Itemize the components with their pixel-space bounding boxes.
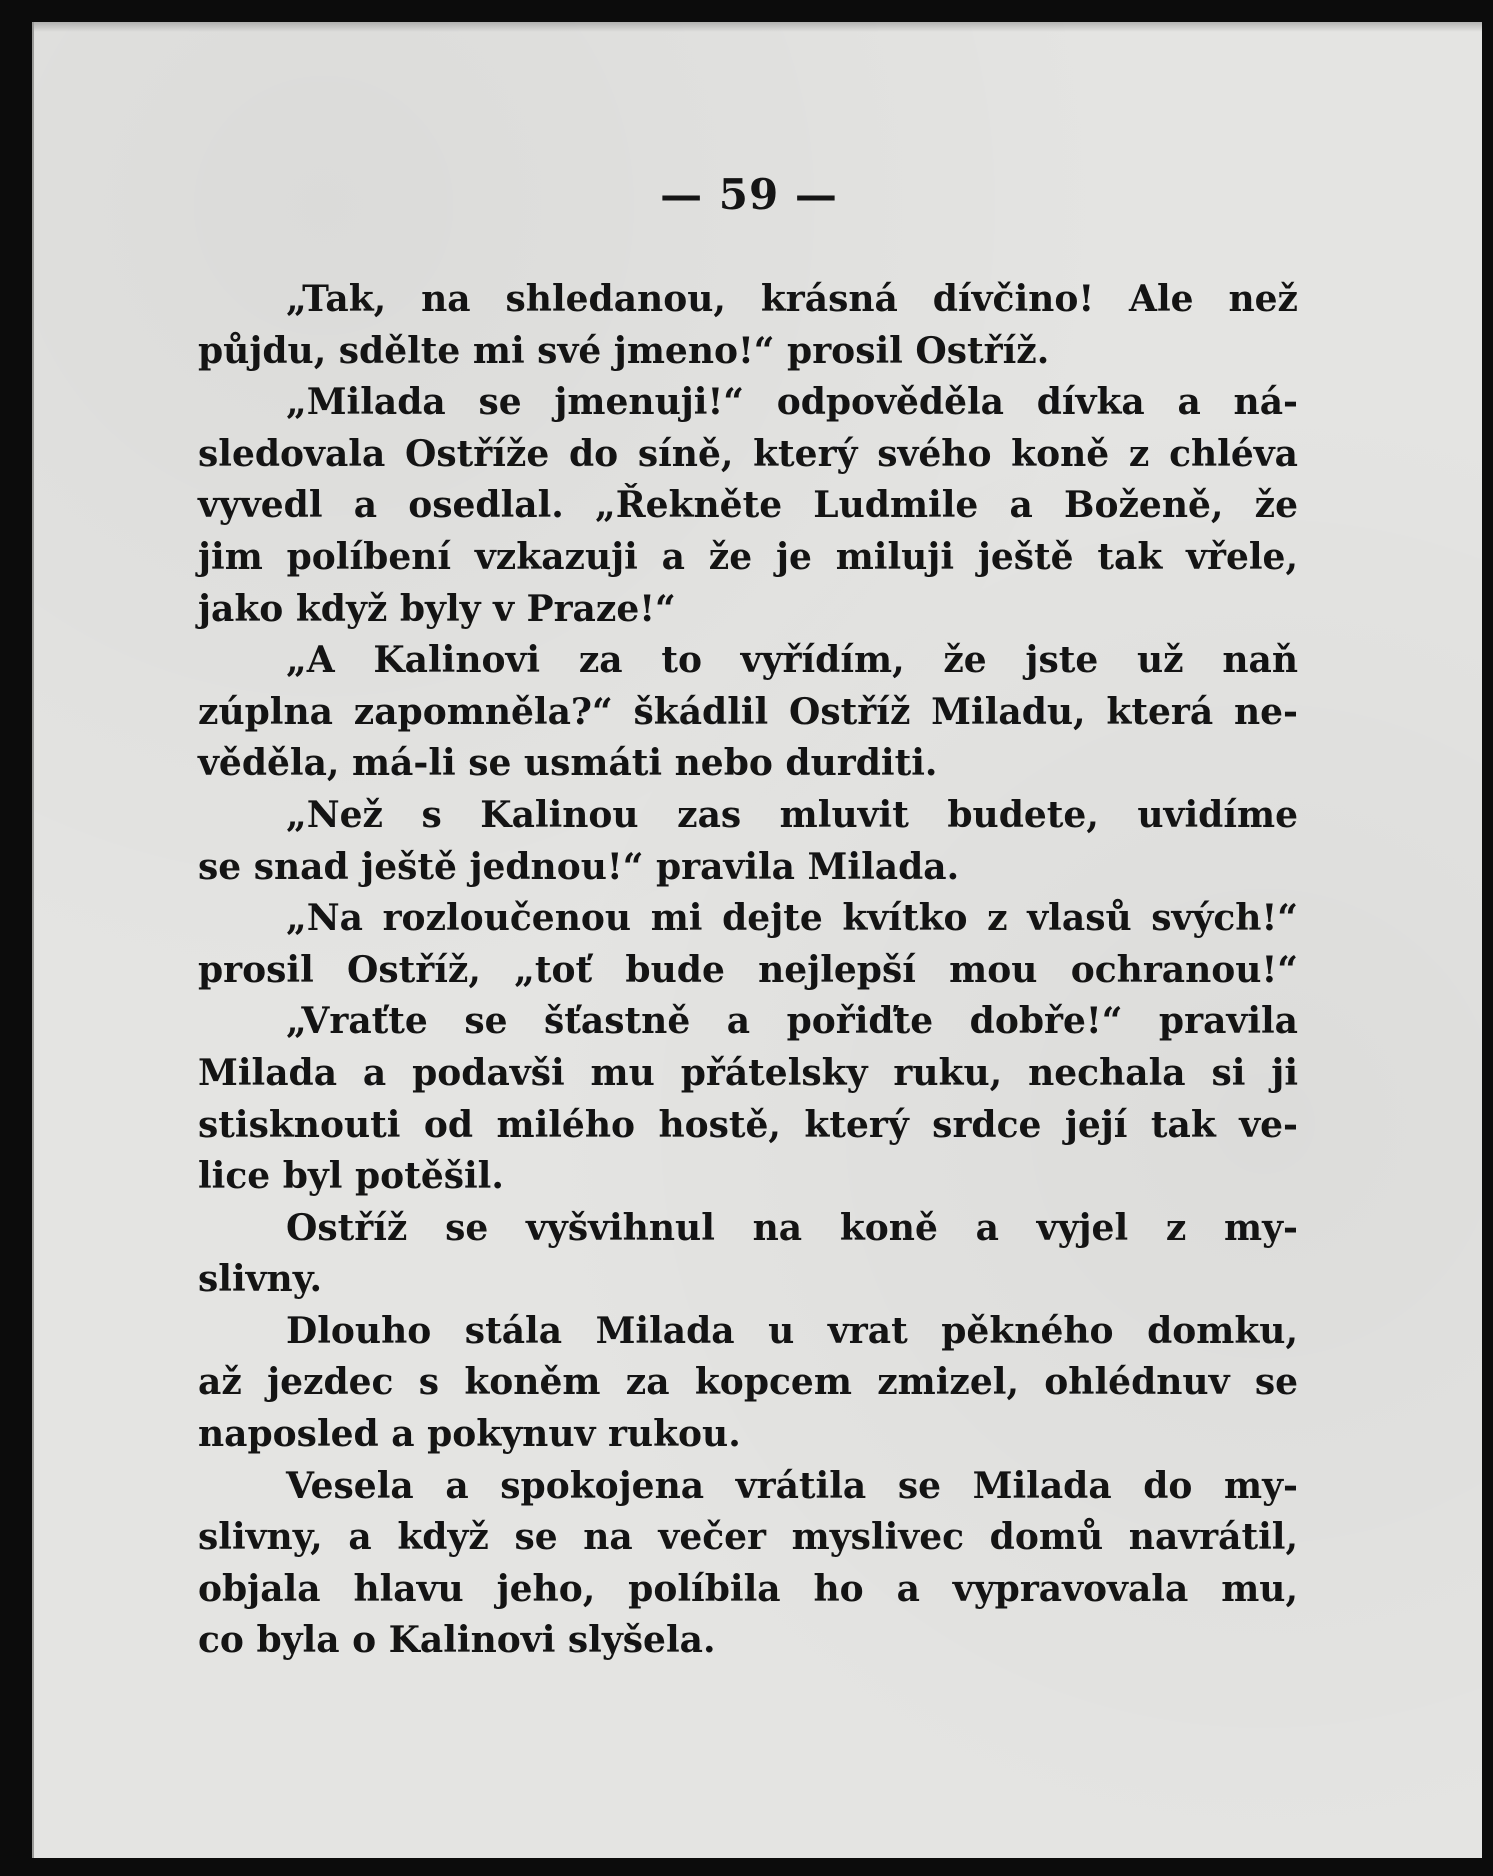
text-line: Milada a podavši mu přátelsky ruku, nechala si ji — [198, 1051, 1298, 1094]
text-line: objala hlavu jeho, políbila ho a vypravovala mu, — [198, 1567, 1298, 1610]
text-line: lice byl potěšil. — [198, 1155, 504, 1198]
book-page — [32, 22, 1482, 1858]
text-line: „Milada se jmenuji!“ odpověděla dívka a ná- — [286, 381, 1298, 424]
text-line: „Než s Kalinou zas mluvit budete, uvidíme — [286, 793, 1298, 836]
text-line: věděla, má-li se usmáti nebo durditi. — [198, 742, 938, 785]
page-top-edge — [34, 22, 1482, 32]
page-number: — 59 — — [660, 170, 838, 219]
text-line: prosil Ostříž, „toť bude nejlepší mou ochranou!“ — [198, 948, 1298, 991]
body-text — [198, 274, 1298, 1667]
text-line: sledovala Ostříže do síně, který svého koně z chléva — [198, 432, 1298, 475]
text-line: jim políbení vzkazuji a že je miluji ještě tak vřele, — [198, 535, 1298, 578]
text-line: „Na rozloučenou mi dejte kvítko z vlasů svých!“ — [286, 897, 1298, 940]
text-line: až jezdec s koněm za kopcem zmizel, ohlédnuv se — [198, 1361, 1298, 1404]
text-line: slivny, a když se na večer myslivec domů navrátil, — [198, 1516, 1298, 1559]
text-line: „Tak, na shledanou, krásná dívčino! Ale než — [286, 278, 1298, 320]
text-line: naposled a pokynuv rukou. — [198, 1413, 741, 1456]
text-line: Dlouho stála Milada u vrat pěkného domku, — [286, 1309, 1298, 1352]
text-line: Vesela a spokojena vrátila se Milada do my- — [286, 1464, 1298, 1507]
text-line: vyvedl a osedlal. „Řekněte Ludmile a Boženě, že — [198, 484, 1298, 527]
text-line: „Vraťte se šťastně a pořiďte dobře!“ pravila — [286, 1000, 1298, 1043]
text-line: jako když byly v Praze!“ — [198, 587, 676, 630]
text-line: půjdu, sdělte mi své jmeno!“ prosil Ostříž. — [198, 329, 1050, 372]
text-line: Ostříž se vyšvihnul na koně a vyjel z my- — [286, 1206, 1298, 1249]
text-line: zúplna zapomněla?“ škádlil Ostříž Miladu, která ne- — [198, 690, 1298, 733]
text-line: slivny. — [198, 1258, 323, 1301]
text-line: se snad ještě jednou!“ pravila Milada. — [198, 845, 960, 888]
text-line: stisknouti od milého hostě, který srdce její tak ve- — [198, 1103, 1298, 1146]
text-line: co byla o Kalinovi slyšela. — [198, 1619, 716, 1662]
text-line: „A Kalinovi za to vyřídím, že jste už naň — [286, 639, 1298, 682]
